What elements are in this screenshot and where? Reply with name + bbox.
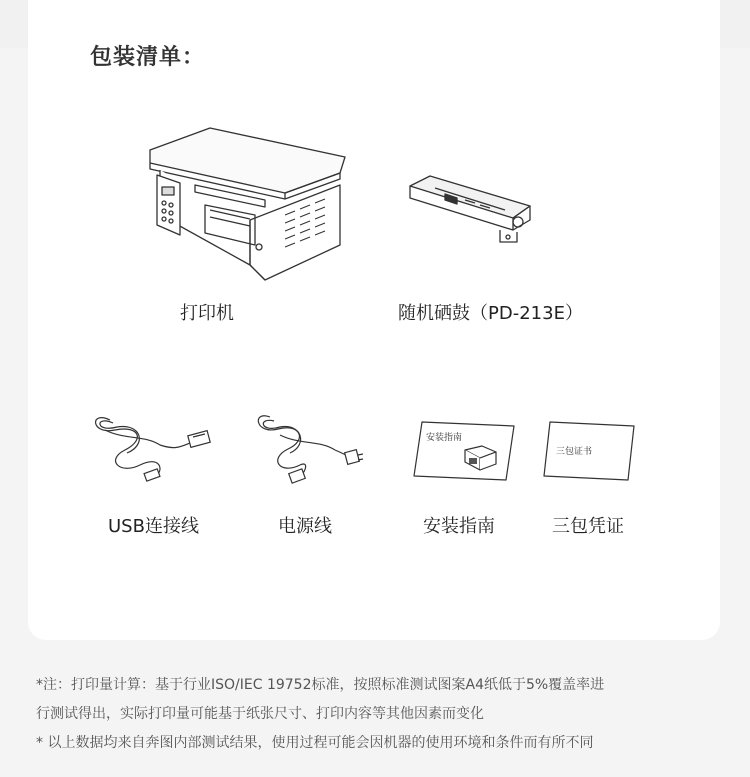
item-label-power-cord: 电源线	[278, 516, 332, 537]
footnote-line: *注：打印量计算：基于行业ISO/IEC 19752标准，按照标准测试图案A4纸低于5%覆盖率进	[36, 677, 605, 693]
item-label-install-guide: 安装指南	[423, 516, 495, 537]
printer-icon	[145, 125, 355, 285]
warranty-card-icon	[540, 418, 640, 488]
item-label-usb: USB连接线	[108, 516, 199, 537]
toner-cartridge-icon	[405, 168, 535, 248]
section-title: 包装清单：	[90, 45, 206, 70]
usb-cable-icon	[85, 405, 215, 485]
item-label-printer: 打印机	[180, 303, 234, 324]
power-cord-icon	[250, 405, 365, 485]
footnote-line: * 以上数据均来自奔图内部测试结果，使用过程可能会因机器的使用环境和条件而有所不同	[36, 735, 594, 751]
install-guide-image-text: 安装指南	[426, 433, 463, 443]
item-label-warranty: 三包凭证	[552, 516, 624, 537]
footnote-block	[36, 671, 726, 758]
footnote-line: 行测试得出，实际打印量可能基于纸张尺寸、打印内容等其他因素而变化	[36, 706, 484, 722]
item-label-toner: 随机硒鼓（PD-213E）	[398, 303, 583, 324]
warranty-card-image-text: 三包证书	[556, 447, 593, 457]
install-guide-icon	[410, 418, 520, 488]
package-list-card	[28, 0, 720, 640]
